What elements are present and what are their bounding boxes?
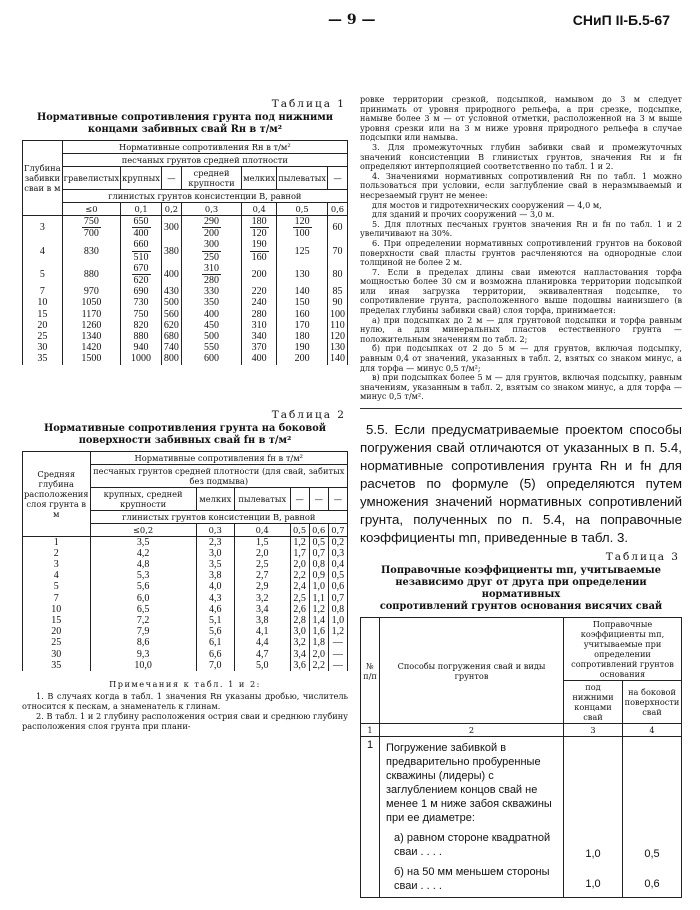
table-cell: 0,8: [328, 604, 347, 615]
table-cell: 3,8: [196, 570, 234, 581]
table-cell: 1420: [62, 342, 121, 353]
table-cell: 10: [23, 604, 91, 615]
table3-option-a: а) равном стороне квадратной сваи . . . .: [394, 832, 551, 858]
table-cell: 35: [23, 660, 91, 671]
table1-depth-header: Глубина забивки сваи в м: [23, 141, 63, 216]
table-cell: 620: [161, 320, 181, 331]
table-cell: 2,4: [290, 581, 309, 592]
table-cell: 1,6: [309, 626, 328, 637]
table-cell: 2: [23, 548, 91, 559]
table-cell: 0,4: [328, 559, 347, 570]
table-cell: 25: [23, 331, 63, 342]
table-cell: 280: [242, 309, 277, 320]
table-cell: 3,4: [234, 604, 290, 615]
table3-row-num: 1: [361, 737, 380, 898]
table-cell: 3,0: [290, 626, 309, 637]
table-cell: 2,5: [290, 593, 309, 604]
table1-consistency-5: 0,5: [277, 203, 328, 216]
table-cell: 2,9: [234, 581, 290, 592]
table2-consistency-3: 0,5: [290, 523, 309, 536]
table1-title: Нормативные сопротивления грунта под нижними концами забивных свай Rн в т/м²: [36, 112, 334, 135]
table-cell: 6,6: [196, 649, 234, 660]
table-cell: 7,2: [90, 615, 196, 626]
table-cell: 9,3: [90, 649, 196, 660]
table-row: [23, 593, 348, 604]
table-cell: 80: [328, 263, 348, 286]
table-cell: 820: [121, 320, 162, 331]
table-cell: 400: [242, 353, 277, 364]
table-cell: —: [328, 649, 347, 660]
table-cell: 750: [121, 309, 162, 320]
table-cell: 1,1: [309, 593, 328, 604]
table-cell: 1,8: [309, 637, 328, 648]
table-cell: 3,6: [290, 660, 309, 671]
table2-title: Нормативные сопротивления грунта на боковой поверхности забивных свай fн в т/м²: [43, 422, 327, 446]
table-cell: 350: [181, 297, 241, 308]
table-cell: 430: [161, 286, 181, 297]
table-cell: 5: [23, 263, 63, 286]
table-cell: 370: [242, 342, 277, 353]
table-cell: 220: [242, 286, 277, 297]
table-cell: 970: [62, 286, 121, 297]
table-cell: 7,9: [90, 626, 196, 637]
table-cell: 1000: [121, 353, 162, 364]
note-paragraph: 4. Значениями нормативных сопротивлений Rн по табл. 1 можно пользоваться при условии, если заглубление свай в неразмываемый и несрезаемый грунт не менее:: [360, 170, 682, 200]
table-cell: 680: [161, 331, 181, 342]
table-cell: $\frac{290}{200}$: [181, 216, 241, 240]
right-column: [360, 95, 682, 898]
table-cell: 1340: [62, 331, 121, 342]
table-cell: 60: [328, 216, 348, 240]
table-cell: 4: [23, 239, 63, 262]
table-row: [23, 536, 348, 548]
table-cell: $\frac{750}{700}$: [62, 216, 121, 240]
table-row: [23, 637, 348, 648]
table-cell: 2,6: [290, 604, 309, 615]
table-cell: 400: [161, 263, 181, 286]
table-cell: 15: [23, 309, 63, 320]
table-cell: 200: [242, 263, 277, 286]
table3-label: Таблица 3: [605, 551, 680, 563]
table-cell: 880: [62, 263, 121, 286]
table-cell: 2,3: [196, 536, 234, 548]
table-cell: $\frac{190}{160}$: [242, 239, 277, 262]
table-row: [23, 626, 348, 637]
table3-coef-header: Поправочные коэффициенты mп, учитываемые при определении сопротивлений грунтов основания: [564, 618, 682, 681]
table-cell: 170: [277, 320, 328, 331]
table-cell: 1,7: [290, 548, 309, 559]
table2: Средняя глубина расположения слоя грунта в м Нормативные сопротивления fн в т/м² песчаных грунтов средней плотности (для свай, забитых без подмыва) крупных, средней крупности мелких пылеватых — — — глинистых грунтов консистенции B, равной ≤0,2 0,3 0,4 0,5 0,6 0,7 1 3,5 2,3 1,5 1,2 0,5 0,2 2 4,2 3,0 2,0 1,7 0,7 0,3 3 4,8 3,5 2,5 2,0 0,8 0,4 4 5,3 3,8 2,7 2,2 0,9 0,5 5 5,6 4,0 2,9 2,4 1,0 0,6 7 6,0 4,3 3,2 2,5 1,1 0,7 10 6,5 4,6 3,4 2,6 1,2 0,8 15 7,2 5,1 3,8 2,8 1,4 1,0 20 7,9 5,6 4,1 3,0 1,6 1,2 25 8,6 6,1 4,4 3,2 1,8 — 30 9,3 6,6 4,7 3,4 2,0 — 35 10,0 7,0 5,0 3,6 2,2 —: [22, 451, 348, 671]
table-cell: 500: [181, 331, 241, 342]
note-paragraph: 5. Для плотных песчаных грунтов значения Rн и fн по табл. 1 и 2 увеличивают на 30%.: [360, 218, 682, 239]
table-cell: 2,0: [234, 548, 290, 559]
note-paragraph: для мостов и гидротехнических сооружений — 4,0 м,: [372, 199, 602, 210]
table-row: [23, 263, 348, 286]
table-cell: 140: [277, 286, 328, 297]
table-cell: 3,0: [196, 548, 234, 559]
table-cell: $\frac{120}{100}$: [277, 216, 328, 240]
table-cell: 4,4: [234, 637, 290, 648]
table-cell: 2,7: [234, 570, 290, 581]
table-cell: 0,6: [328, 581, 347, 592]
table-cell: 5,6: [90, 581, 196, 592]
table3-under-header: под нижними концами свай: [564, 681, 623, 724]
table-cell: 560: [161, 309, 181, 320]
table3: № п/п Способы погружения свай и виды грунтов Поправочные коэффициенты mп, учитываемые при определении сопротивлений грунтов основания под нижними концами свай на боковой поверхности свай 1 2 3 4 1 Погружение забивкой в предварительно пробуренные скважины (лидеры) с заглублением концов свай не менее 1 м ниже забоя скважины при ее диаметре: а) равном стороне квадратной сваи . . . . б) на 50 мм меньшем стороны сваи . . . . 1,0 1,0 0,5 0,6: [360, 617, 682, 898]
table-row: [23, 604, 348, 615]
table-cell: 190: [277, 342, 328, 353]
table-cell: 200: [277, 353, 328, 364]
table-cell: 1500: [62, 353, 121, 364]
table-cell: 0,9: [309, 570, 328, 581]
table-cell: 110: [328, 320, 348, 331]
table-cell: $\frac{180}{120}$: [242, 216, 277, 240]
table-cell: 85: [328, 286, 348, 297]
table-row: [23, 239, 348, 262]
table2-norm-header: Нормативные сопротивления fн в т/м²: [90, 451, 347, 464]
table-cell: 30: [23, 649, 91, 660]
note-paragraph: 7. Если в пределах длины сваи имеются напластования торфа мощностью более 30 см и возможна планировка территории подсыпкой или иная загрузка территории, эквивалентная подсыпке, то сопротивление грунта, расположенного выше подошвы наинизшего (в пределах глубины забивки свай) слоя торфа, принимается:: [360, 266, 682, 316]
table-cell: 150: [277, 297, 328, 308]
page-header: [0, 8, 700, 34]
table-cell: 180: [277, 331, 328, 342]
table-cell: 7: [23, 593, 91, 604]
table-cell: 5,0: [234, 660, 290, 671]
table-cell: 10: [23, 297, 63, 308]
document-code: СНиП II-Б.5-67: [572, 12, 670, 28]
table1-consistency-4: 0,4: [242, 203, 277, 216]
table-row: [23, 581, 348, 592]
table3-num-header: № п/п: [361, 618, 380, 724]
note-1: 1. В случаях когда в табл. 1 значения Rн указаны дробью, числитель относится к пескам, а знаменатель к глинам.: [22, 691, 348, 712]
table3-under-values: 1,0 1,0: [564, 737, 623, 898]
table-cell: 5,1: [196, 615, 234, 626]
table-cell: 1260: [62, 320, 121, 331]
table-row: [23, 649, 348, 660]
table-cell: 8,6: [90, 637, 196, 648]
table-cell: 3: [23, 216, 63, 240]
note-paragraph: для зданий и прочих сооружений — 3,0 м.: [372, 209, 555, 220]
table-row: [23, 353, 348, 364]
table-cell: 90: [328, 297, 348, 308]
table-cell: 0,5: [309, 536, 328, 548]
table-cell: 1,5: [234, 536, 290, 548]
table2-consistency-2: 0,4: [234, 523, 290, 536]
table-cell: 2,8: [290, 615, 309, 626]
table2-consistency-4: 0,6: [309, 523, 328, 536]
table-cell: 830: [62, 239, 121, 262]
table-cell: 5,6: [196, 626, 234, 637]
table-cell: 330: [181, 286, 241, 297]
table-cell: 70: [328, 239, 348, 262]
table-cell: $\frac{660}{510}$: [121, 239, 162, 262]
table-row: [23, 660, 348, 671]
table-cell: 1050: [62, 297, 121, 308]
table2-consistency-5: 0,7: [328, 523, 347, 536]
table-cell: 600: [181, 353, 241, 364]
table-cell: 6,0: [90, 593, 196, 604]
table-cell: 130: [328, 342, 348, 353]
table-cell: 1: [23, 536, 91, 548]
table1: Глубина забивки сваи в м Нормативные сопротивления Rн в т/м² песчаных грунтов средней плотности гравелистых крупных — средней крупности мелких пылеватых — глинистых грунтов консистенции B, равной ≤0 0,1 0,2 0,3 0,4 0,5 0,6 3 $\frac{750}{700}$ $\frac{650}{400}$ 300 $\frac{290}{200}$ $\frac{180}{120}$ $\frac{120}{100}$ 60 4 830 $\frac{660}{510}$ 380 $\frac{300}{250}$ $\frac{190}{160}$ 125 70 5 880 $\frac{670}{620}$ 400 $\frac{310}{280}$ 200 130 80 7 970 690 430 330 220 140 85 10 1050 730 500 350 240 150 90 15 1170 750 560 400 280 160 100 20 1260 820 620 450 310 170 110 25 1340 880 680 500 340 180 120 30 1420 940 740 550 370 190 130 35 1500 1000 800 600 400 200 140: [22, 140, 348, 365]
table-cell: 740: [161, 342, 181, 353]
table-cell: 1,0: [309, 581, 328, 592]
note-paragraph: б) при подсыпках от 2 до 5 м — для грунтов, включая подсыпку, равным 0,4 от значений, указанных в табл. 2, взятых со знаком минус, а для торфа — минус 0,5 т/м²;: [360, 343, 682, 373]
table-row: [23, 320, 348, 331]
table-cell: 690: [121, 286, 162, 297]
table3-side-values: 0,5 0,6: [623, 737, 682, 898]
table-cell: 160: [277, 309, 328, 320]
table-cell: 2,2: [290, 570, 309, 581]
table-row: [23, 342, 348, 353]
table-cell: 120: [328, 331, 348, 342]
table-cell: —: [328, 637, 347, 648]
table-row: [23, 309, 348, 320]
table-cell: 380: [161, 239, 181, 262]
table-cell: 130: [277, 263, 328, 286]
table-row: [23, 286, 348, 297]
notes-heading: Примечания к табл. 1 и 2:: [109, 679, 261, 690]
table-cell: 2,2: [309, 660, 328, 671]
table-cell: 4: [23, 570, 91, 581]
table-cell: 0,2: [328, 536, 347, 548]
table-cell: 0,8: [309, 559, 328, 570]
table-cell: 30: [23, 342, 63, 353]
table-cell: 5: [23, 581, 91, 592]
table-cell: 7,0: [196, 660, 234, 671]
table-cell: 3,5: [196, 559, 234, 570]
table-cell: 20: [23, 626, 91, 637]
table-cell: 35: [23, 353, 63, 364]
table-cell: 100: [328, 309, 348, 320]
table-cell: 3,5: [90, 536, 196, 548]
table1-consistency-6: 0,6: [328, 203, 348, 216]
table-cell: 0,7: [309, 548, 328, 559]
table-cell: 800: [161, 353, 181, 364]
table1-norm-header: Нормативные сопротивления Rн в т/м²: [62, 141, 347, 154]
table3-title: Поправочные коэффициенты mп, учитываемые независимо друг от друга при определении нормативных сопротивлений грунтов основания висячих свай: [379, 565, 663, 612]
table-cell: 1,2: [290, 536, 309, 548]
table-cell: 2,5: [234, 559, 290, 570]
table1-sand-header: песчаных грунтов средней плотности: [62, 154, 347, 167]
table-cell: $\frac{300}{250}$: [181, 239, 241, 262]
paragraph-5-5: 5.5. Если предусматриваемые проектом способы погружения свай отличаются от указанных в п. 5.4, нормативные сопротивления грунта Rн и fн для расчетов по формуле (5) определяются путем умножения значений нормативных сопротивлений грунта, полученных по п. 5.4, на поправочные коэффициенты mп, приведенные в табл. 3.: [360, 422, 682, 545]
table-cell: 500: [161, 297, 181, 308]
table-cell: 310: [242, 320, 277, 331]
table-cell: 20: [23, 320, 63, 331]
table-row: [23, 570, 348, 581]
table-cell: $\frac{310}{280}$: [181, 263, 241, 286]
page-number: — 9 —: [328, 12, 376, 28]
table-cell: 400: [181, 309, 241, 320]
table-cell: 730: [121, 297, 162, 308]
table-cell: 15: [23, 615, 91, 626]
table1-consistency-3: 0,3: [181, 203, 241, 216]
table-cell: 240: [242, 297, 277, 308]
table-cell: 880: [121, 331, 162, 342]
table-cell: 1,2: [309, 604, 328, 615]
note-paragraph: 3. Для промежуточных глубин забивки свай и промежуточных значений консистенции B глинистых грунтов, значения Rн и fн определяют интерполяцией соответственно по табл. 1 и 2.: [360, 141, 682, 172]
table-cell: 0,7: [328, 593, 347, 604]
notes-continued: [360, 95, 682, 402]
table-cell: 6,1: [196, 637, 234, 648]
table-cell: 1,0: [328, 615, 347, 626]
table3-option-b: б) на 50 мм меньшем стороны сваи . . . .: [394, 866, 550, 892]
divider: [360, 408, 682, 409]
table-cell: 3,4: [290, 649, 309, 660]
note-paragraph: 6. При определении нормативных сопротивлений грунтов на боковой поверхности свай пласты грунтов расчленяются на однородные слои толщиной не более 2 м.: [360, 237, 682, 268]
table-cell: 3,8: [234, 615, 290, 626]
table-cell: 2,0: [309, 649, 328, 660]
table1-consistency-0: ≤0: [62, 203, 121, 216]
table-cell: 10,0: [90, 660, 196, 671]
table-cell: 5,3: [90, 570, 196, 581]
note-paragraph: ровке территории срезкой, подсыпкой, намывом до 3 м следует принимать от уровня природного рельефа, а при срезке, подсыпке, намыве более 3 м — от условной отметки, расположенной на 3 м выше уровня срезки или на 3 м ниже уровня природного рельефа в случае подсыпки или намыва.: [360, 94, 682, 143]
table-cell: 0,5: [328, 570, 347, 581]
note-paragraph: в) при подсыпках более 5 м — для грунтов, включая подсыпку, равным значениям, указанным в табл. 2, взятым со знаком минус, а для торфа — минус 0,5 т/м².: [360, 372, 682, 402]
table-cell: 300: [161, 216, 181, 240]
table2-consistency-0: ≤0,2: [90, 523, 196, 536]
table-cell: 4,3: [196, 593, 234, 604]
table-cell: 0,3: [328, 548, 347, 559]
table3-side-header: на боковой поверхности свай: [623, 681, 682, 724]
table-cell: —: [328, 660, 347, 671]
table-cell: 550: [181, 342, 241, 353]
note-paragraph: а) при подсыпках до 2 м — для грунтовой подсыпки и торфа равным нулю, а для минеральных пластов естественного грунта — положительным значениям по табл. 2;: [360, 314, 682, 344]
table1-consistency-1: 0,1: [121, 203, 162, 216]
table-cell: $\frac{650}{400}$: [121, 216, 162, 240]
table2-consistency-1: 0,3: [196, 523, 234, 536]
table2-sand-header: песчаных грунтов средней плотности (для свай, забитых без подмыва): [90, 464, 347, 487]
table-row: [23, 216, 348, 240]
table-cell: 1170: [62, 309, 121, 320]
table-row: [23, 559, 348, 570]
table-cell: 2,0: [290, 559, 309, 570]
table-cell: 25: [23, 637, 91, 648]
table-cell: 125: [277, 239, 328, 262]
table3-method-header: Способы погружения свай и виды грунтов: [380, 618, 564, 724]
table1-clay-header: глинистых грунтов консистенции B, равной: [62, 190, 347, 203]
table-cell: 450: [181, 320, 241, 331]
table-row: [23, 615, 348, 626]
table-cell: 4,2: [90, 548, 196, 559]
left-column: [22, 98, 348, 731]
table-cell: 4,1: [234, 626, 290, 637]
table-cell: 4,7: [234, 649, 290, 660]
table-cell: $\frac{670}{620}$: [121, 263, 162, 286]
table-cell: 3: [23, 559, 91, 570]
table2-label: Таблица 2: [271, 408, 346, 421]
table-cell: 140: [328, 353, 348, 364]
table2-depth-header: Средняя глубина расположения слоя грунта в м: [23, 451, 91, 536]
note-2: 2. В табл. 1 и 2 глубину расположения острия сваи и среднюю глубину расположения слоя грунта при плани-: [22, 711, 348, 732]
table-row: [23, 548, 348, 559]
table-cell: 6,5: [90, 604, 196, 615]
table-row: [23, 331, 348, 342]
table-cell: 4,0: [196, 581, 234, 592]
table-cell: 3,2: [234, 593, 290, 604]
table-cell: 7: [23, 286, 63, 297]
table3-row-text: Погружение забивкой в предварительно пробуренные скважины (лидеры) с заглублением концов свай не менее 1 м ниже забоя скважины при ее диаметре: а) равном стороне квадратной сваи . . . . б) на 50 мм меньшем стороны сваи . . . .: [380, 737, 564, 898]
table-cell: 940: [121, 342, 162, 353]
table1-consistency-2: 0,2: [161, 203, 181, 216]
table-cell: 4,6: [196, 604, 234, 615]
table-cell: 3,2: [290, 637, 309, 648]
table-cell: 1,2: [328, 626, 347, 637]
table-cell: 340: [242, 331, 277, 342]
table-row: [23, 297, 348, 308]
table2-clay-header: глинистых грунтов консистенции B, равной: [90, 510, 347, 523]
table1-label: Таблица 1: [271, 98, 346, 110]
table-cell: 1,4: [309, 615, 328, 626]
table-notes: [22, 679, 348, 731]
table-cell: 4,8: [90, 559, 196, 570]
